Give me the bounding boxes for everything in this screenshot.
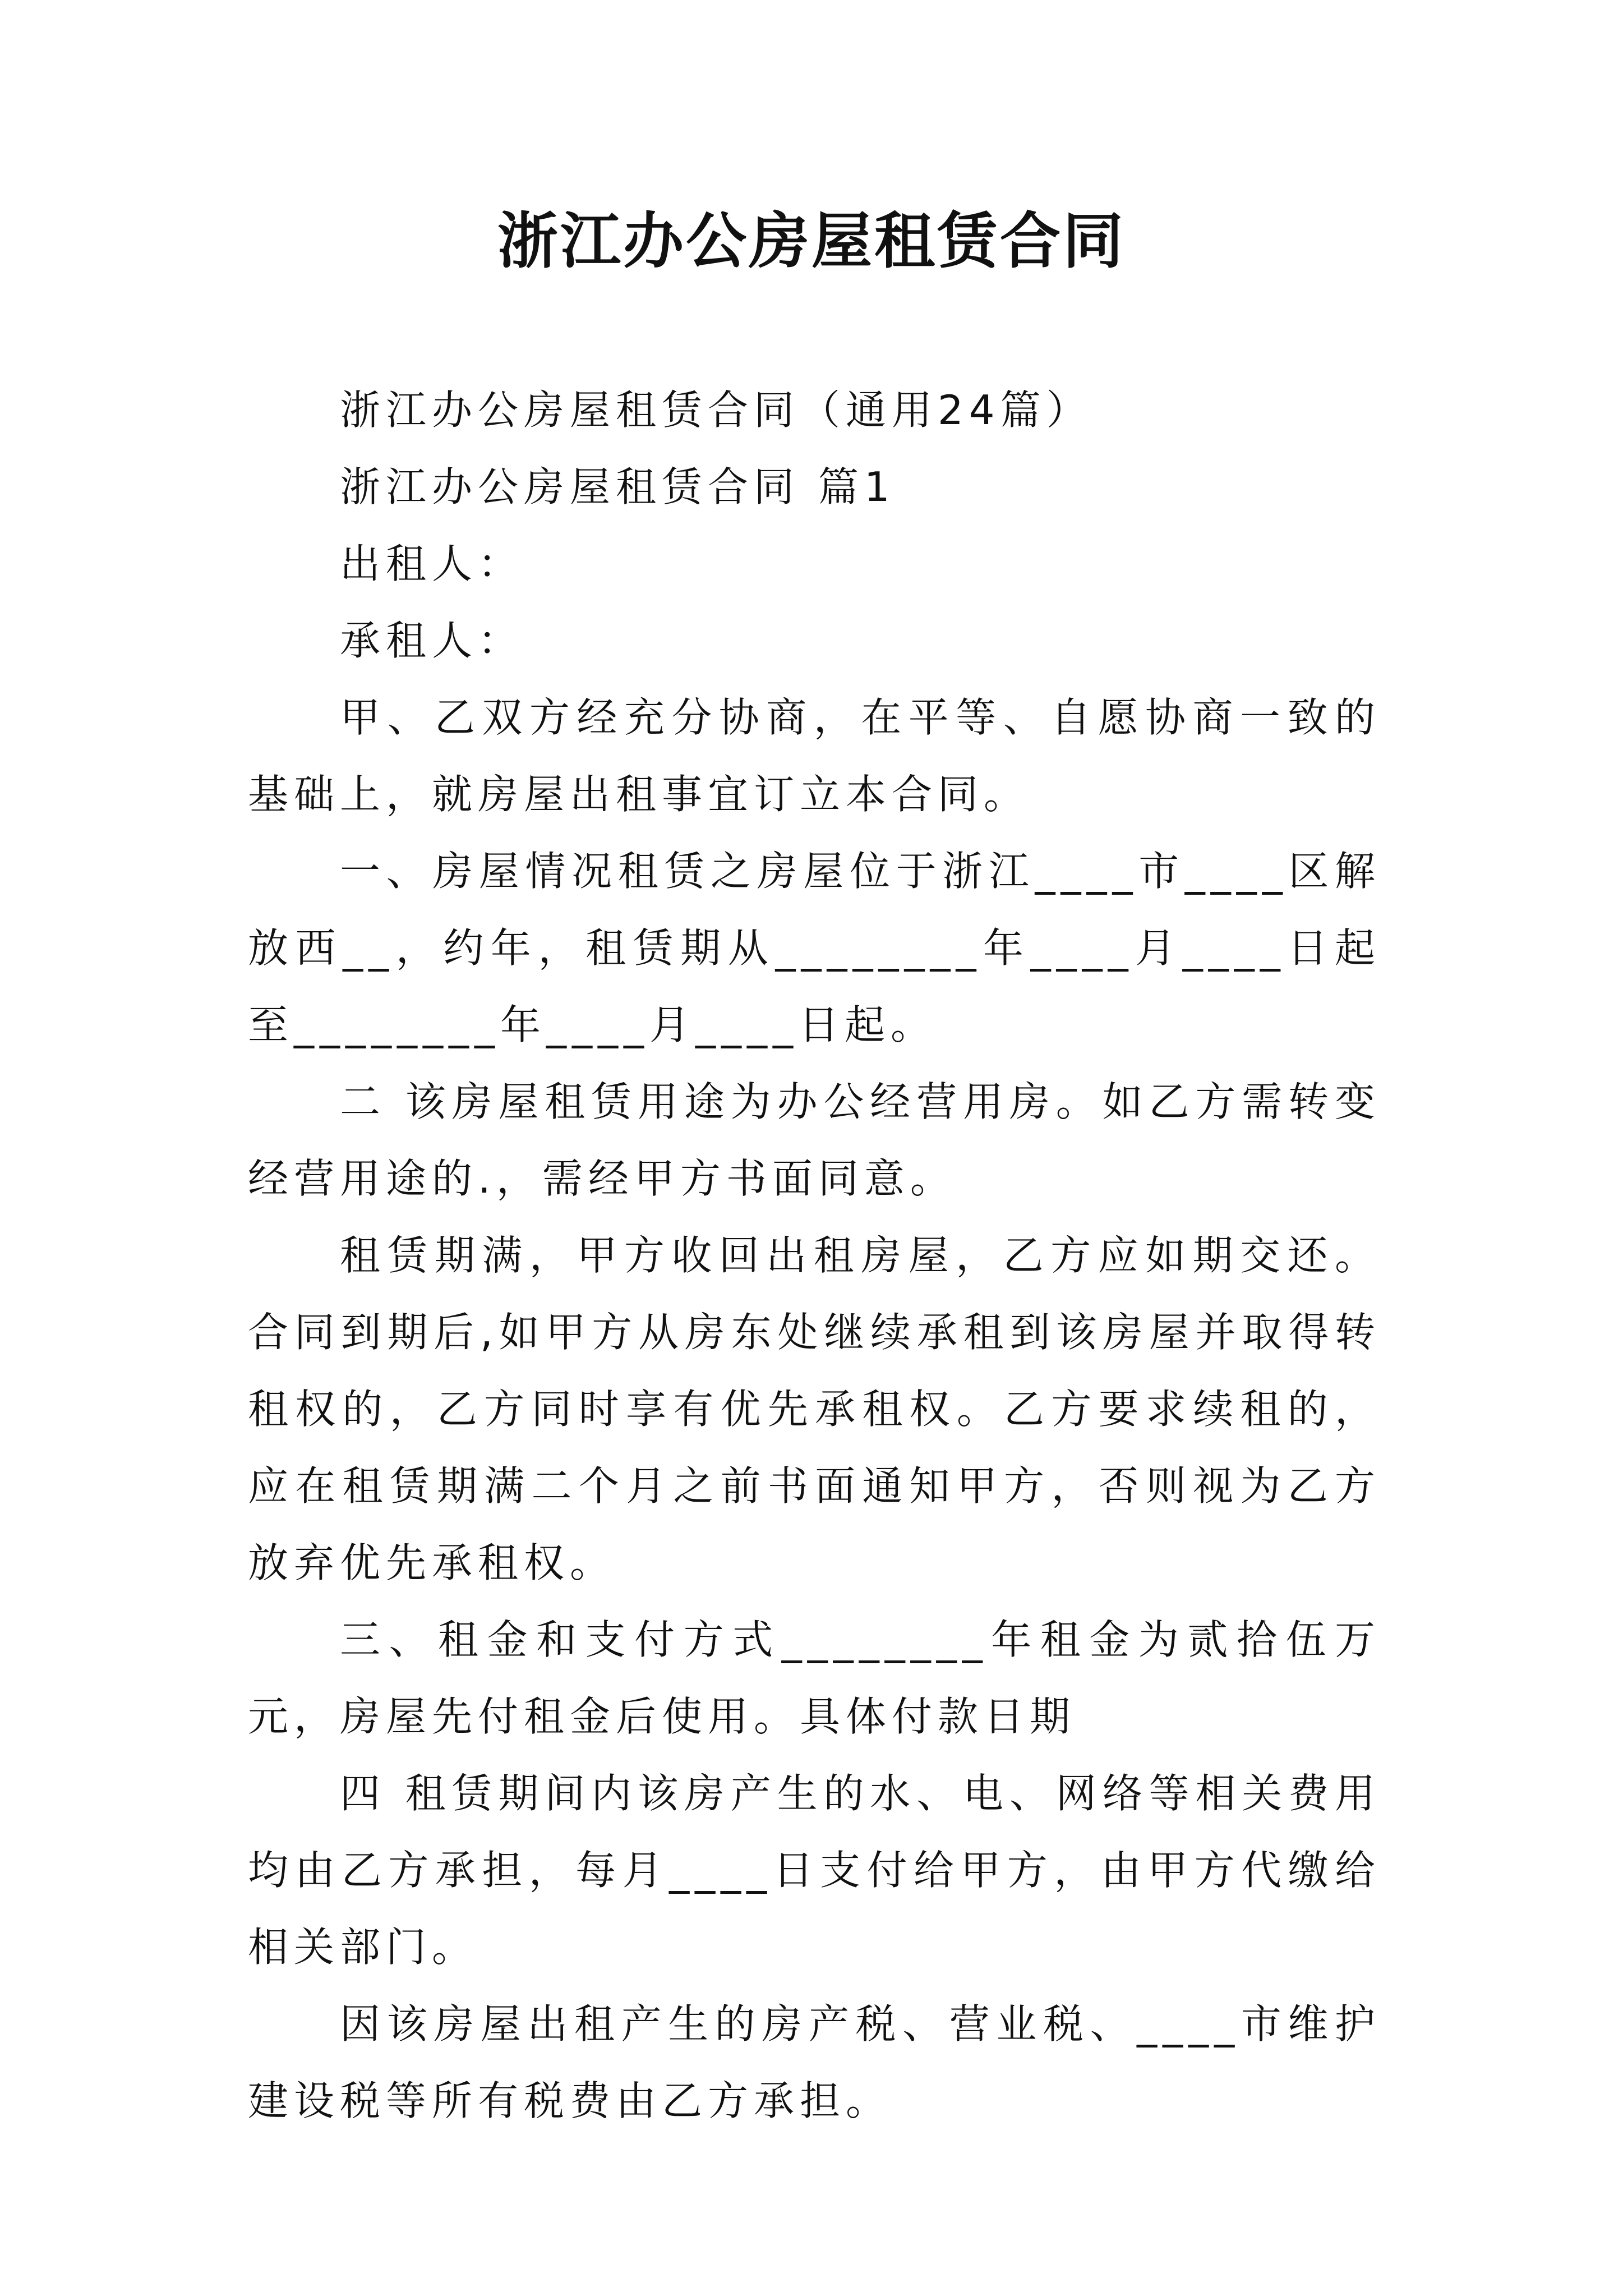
lessor-line: 出租人： <box>340 540 524 587</box>
document-body <box>248 372 1381 2139</box>
renewal-paragraph: 租赁期满，甲方收回出租房屋，乙方应如期交还。合同到期后,如甲方从房东处继续承租到该房屋并取得转租权的，乙方同时享有优先承租权。乙方要求续租的，应在租赁期满二个月之前书面通知甲方，否则视为乙方放弃优先承租权。 <box>248 1232 1381 1586</box>
lessee-line: 承租人： <box>340 617 524 664</box>
tax-paragraph: 因该房屋出租产生的房产税、营业税、____市维护建设税等所有税费由乙方承担。 <box>248 2000 1381 2124</box>
clause-1-paragraph: 一、房屋情况租赁之房屋位于浙江____市____区解放西__，约年，租赁期从________年____月____日起至________年____月____日起。 <box>248 848 1381 1048</box>
document-title: 浙江办公房屋租赁合同 <box>497 206 1126 277</box>
section-heading: 浙江办公房屋租赁合同 篇1 <box>340 463 896 510</box>
subtitle-paragraph: 浙江办公房屋租赁合同（通用24篇） <box>340 386 1092 434</box>
preamble-paragraph: 甲、乙双方经充分协商，在平等、自愿协商一致的基础上，就房屋出租事宜订立本合同。 <box>248 694 1381 818</box>
clause-3-paragraph: 三、租金和支付方式________年租金为贰拾伍万元，房屋先付租金后使用。具体付款日期 <box>248 1616 1381 1740</box>
clause-2-paragraph: 二 该房屋租赁用途为办公经营用房。如乙方需转变经营用途的.，需经甲方书面同意。 <box>248 1078 1381 1202</box>
clause-4-paragraph: 四 租赁期间内该房产生的水、电、网络等相关费用均由乙方承担，每月____日支付给甲方，由甲方代缴给相关部门。 <box>248 1770 1381 1971</box>
